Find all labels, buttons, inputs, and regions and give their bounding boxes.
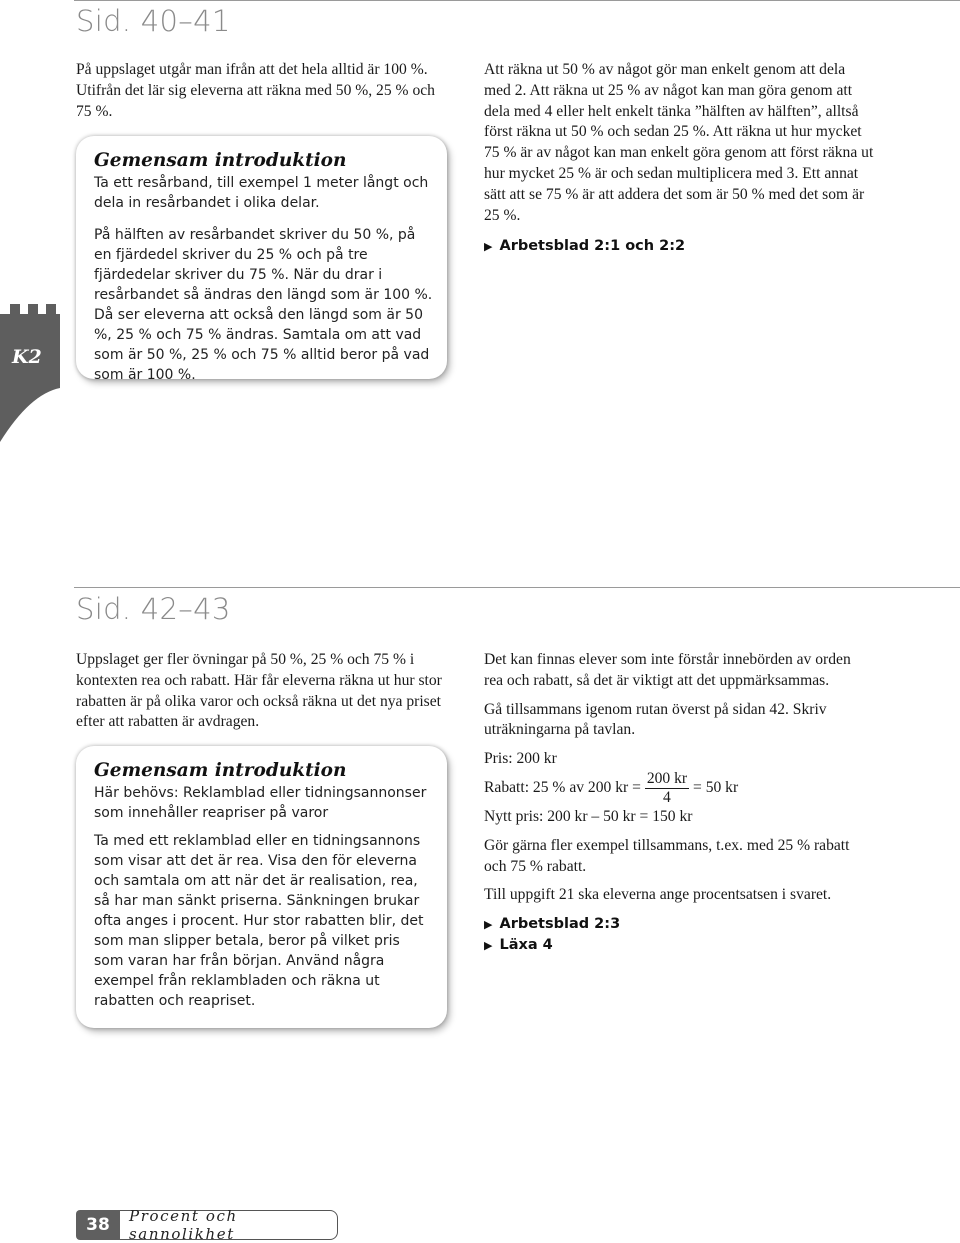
section-2-intro-text: Uppslaget ger fler övningar på 50 %, 25 % och 75 % i kontexten rea och rabatt. Här får eleverna räkna ut hur stor rabatten är på olika varor och också räkna ut det nya priset efter att rabatten är avdragen. bbox=[76, 651, 442, 731]
calc-fraction-numerator: 200 kr bbox=[646, 769, 688, 787]
chapter-tab-label: K2 bbox=[12, 346, 42, 368]
worksheet-ref-2-3 bbox=[484, 914, 859, 935]
section-2-right-p4: Till uppgift 21 ska eleverna ange procentsatsen i svaret. bbox=[484, 886, 832, 904]
worksheet-ref-2-1 bbox=[484, 236, 874, 257]
section-1-box-heading: Gemensam introduktion bbox=[94, 150, 347, 171]
section-1-title: Sid. 40–41 bbox=[76, 4, 231, 38]
book-title: Procent och sannolikhet bbox=[116, 1210, 338, 1240]
triangle-right-icon: ▶ bbox=[484, 240, 493, 254]
section-2-box-p2: Ta med ett reklamblad eller en tidningsannons som visar att det är rea. Visa den för eleverna och samtala om att när det är realisation, rea, så har man sänkt priserna. Sänkningen brukar ofta anges i procent. Hur stor rabatten blir, det som man slipper betala, beror på vilket pris som varan har från början. Använd några exempel från reklambladen och räkna ut rabatten och reapriset. bbox=[94, 833, 424, 1009]
section-2-intro-box bbox=[76, 746, 447, 1028]
homework-ref-4 bbox=[484, 935, 859, 956]
section-2-box-heading: Gemensam introduktion bbox=[94, 760, 347, 781]
calc-fraction bbox=[645, 770, 689, 807]
section-1-intro bbox=[76, 60, 448, 122]
section-1-box-p1: Ta ett resårband, till exempel 1 meter långt och dela in resårbandet i olika delar. bbox=[94, 175, 429, 211]
section-divider bbox=[74, 587, 960, 588]
page-number: 38 bbox=[76, 1210, 120, 1240]
section-1-intro-text: På uppslaget utgår man ifrån att det hela alltid är 100 %. Utifrån det lär sig eleverna att räkna med 50 %, 25 % och 75 %. bbox=[76, 61, 435, 120]
section-1-right-p1: Att räkna ut 50 % av något gör man enkelt genom att dela med 2. Att räkna ut 25 % av något kan man göra genom att dela med 4 eller helt enkelt tänka ”hälften av hälften”, alltså först räkna ut 50 % och sedan 25 %. Att räkna ut hur mycket 75 % är av något kan man enkelt göra genom att först räkna ut hur mycket 25 % är och sedan multiplicera med 3. Ett annat sätt att se 75 % är att addera det som är 50 % med det som är 25 %. bbox=[484, 61, 874, 224]
calculation-block bbox=[484, 749, 859, 828]
section-1-intro-box bbox=[76, 136, 447, 383]
top-rule bbox=[74, 0, 960, 1]
homework-ref-label: Läxa 4 bbox=[499, 937, 553, 954]
worksheet-ref-label: Arbetsblad 2:1 och 2:2 bbox=[499, 238, 686, 255]
chapter-tab-shape bbox=[0, 296, 66, 442]
section-2-box-p1: Här behövs: Reklamblad eller tidningsannonser som innehåller reapriser på varor bbox=[94, 785, 427, 821]
calc-fraction-denominator: 4 bbox=[663, 788, 671, 806]
calc-new-price-line: Nytt pris: 200 kr – 50 kr = 150 kr bbox=[484, 807, 693, 825]
section-1-box-p2: På hälften av resårbandet skriver du 50 %, på en fjärdedel skriver du 25 % och på tre fjärdedelar skriver du 75 %. När du drar i resårbandet så ändras den längd som är 100 %. Då ser eleverna att också den längd som är 50 %, 25 % och 75 % ändras. Samtala om att vad som är 50 %, 25 % och 75 % alltid beror på vad som är 100 %. bbox=[94, 227, 433, 383]
calc-discount-line bbox=[484, 770, 859, 807]
section-2-right-p2: Gå tillsammans igenom rutan överst på sidan 42. Skriv uträkningarna på tavlan. bbox=[484, 700, 827, 739]
calc-price-line: Pris: 200 kr bbox=[484, 750, 557, 768]
section-1-right-column bbox=[484, 60, 874, 257]
section-2-title: Sid. 42–43 bbox=[76, 592, 231, 626]
worksheet-ref-label: Arbetsblad 2:3 bbox=[499, 916, 621, 933]
triangle-right-icon: ▶ bbox=[484, 918, 493, 932]
calc-discount-label: Rabatt: 25 % av 200 kr = bbox=[484, 779, 641, 797]
triangle-right-icon: ▶ bbox=[484, 939, 493, 953]
section-2-intro bbox=[76, 650, 448, 733]
section-2-right-p1: Det kan finnas elever som inte förstår innebörden av orden rea och rabatt, så det är viktigt att det uppmärksammas. bbox=[484, 651, 851, 689]
section-2-right-column bbox=[484, 650, 859, 956]
calc-discount-result: = 50 kr bbox=[693, 779, 739, 797]
section-2-right-p3: Gör gärna fler exempel tillsammans, t.ex. med 25 % rabatt och 75 % rabatt. bbox=[484, 836, 850, 875]
